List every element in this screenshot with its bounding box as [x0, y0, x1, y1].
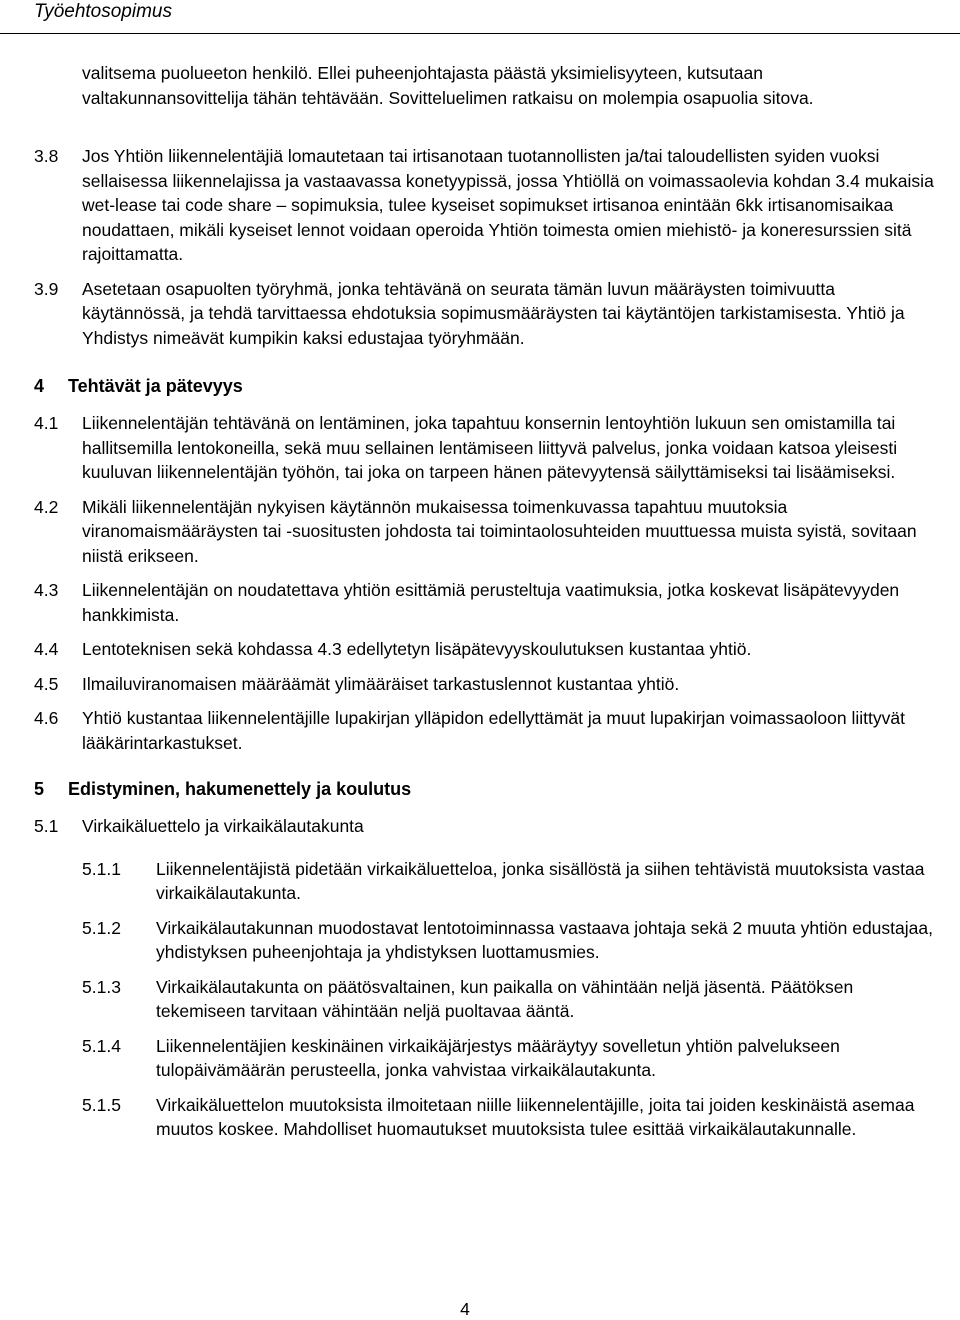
clause-text: Liikennelentäjien keskinäinen virkaikäjärjestys määräytyy sovelletun yhtiön palvelukseen tulopäivämäärän perusteella, jonka vahvistaa virkaikälautakunta.: [156, 1035, 840, 1080]
page-number: 4: [460, 1299, 470, 1319]
clause-4-6: [34, 706, 934, 755]
clause-number: 5.1: [34, 816, 59, 836]
clause-number: 3.9: [34, 278, 59, 299]
clause-3-8: [34, 144, 934, 267]
clause-number: 4.1: [34, 413, 59, 433]
clause-text: Yhtiö kustantaa liikennelentäjille lupakirjan ylläpidon edellyttämät ja muut lupakirjan voimassaoloon liittyvät lääkärintarkastukset.: [82, 708, 905, 753]
clause-text: Jos Yhtiön liikennelentäjiä lomautetaan tai irtisanotaan tuotannollisten ja/tai taloudellisten syiden vuoksi sellaisessa liikennelajissa ja vastaavassa konetyypissä, jossa Yhtiöllä on voimassaolevia kohdan 3.4 mukaisia wet-lease tai code share – sopimuksia, tulee kyseiset sopimukset irtisanoa enintään 6kk irtisanomisaikaa noudattaen, mikäli kyseiset lennot voidaan operoida Yhtiön toimesta omien miehistö- ja koneresurssien sitä rajoittamatta.: [82, 146, 934, 264]
clause-text: Virkaikäluettelon muutoksista ilmoitetaan niille liikennelentäjille, joita tai joiden keskinäistä asemaa muutos koskee. Mahdolliset huomautukset muutoksista tulee esittää virkaikälautakunnalle.: [156, 1094, 915, 1139]
section-title: Tehtävät ja pätevyys: [68, 376, 243, 396]
section-title: Edistyminen, hakumenettely ja koulutus: [68, 779, 412, 799]
section-number: 5: [34, 779, 45, 799]
section-heading-5: [34, 777, 934, 801]
clause-5-1-2: [82, 916, 934, 965]
clause-number: 4.4: [34, 639, 59, 659]
clause-number: 3.8: [34, 146, 59, 166]
clause-4-3: [34, 578, 934, 627]
clause-text: Virkaikälautakunta on päätösvaltainen, kun paikalla on vähintään neljä jäsentä. Päätöksen tekemiseen tarvitaan vähintään neljä puoltavaa ääntä.: [156, 976, 854, 1021]
clause-text: Virkaikälautakunnan muodostavat lentotoiminnassa vastaava johtaja sekä 2 muuta yhtiön edustajaa, yhdistyksen puheenjohtaja ja yhdistyksen luottamusmies.: [156, 917, 933, 962]
clause-number: 5.1.3: [82, 976, 121, 997]
clause-number: 4.6: [34, 708, 59, 728]
clause-text: Mikäli liikennelentäjän nykyisen käytännön mukaisessa toimenkuvassa tapahtuu muutoksia viranomaismääräysten tai -suositusten johdosta tai toimintaolosuhteiden muuttuessa muista syistä, sovitaan niistä erikseen.: [82, 496, 917, 566]
clause-text: Liikennelentäjän on noudatettava yhtiön esittämiä perusteltuja vaatimuksia, jotka koskevat lisäpätevyyden hankkimista.: [82, 580, 900, 625]
clause-5-1-1: [82, 857, 934, 906]
clause-number: 4.5: [34, 673, 59, 694]
document-header-title: Työehtosopimus: [34, 1, 172, 22]
clause-text: Asetetaan osapuolten työryhmä, jonka tehtävänä on seurata tämän luvun määräysten toimivuutta käytännössä, ja tehdä tarvittaessa ehdotuksia sopimusmääräysten tai käytäntöjen tarkistamisesta. Yhtiö ja Yhdistys nimeävät kumpikin kaksi edustajaa työryhmään.: [82, 278, 905, 348]
clause-5-1-3: [82, 975, 934, 1024]
clause-text: Lentoteknisen sekä kohdassa 4.3 edellytetyn lisäpätevyyskoulutuksen kustantaa yhtiö.: [82, 639, 752, 659]
clause-number: 5.1.5: [82, 1094, 121, 1115]
clause-number: 4.3: [34, 580, 59, 600]
clause-number: 4.2: [34, 496, 59, 517]
clause-3-9: [34, 277, 934, 351]
clause-4-2: [34, 495, 934, 569]
clause-text: Ilmailuviranomaisen määräämät ylimääräiset tarkastuslennot kustantaa yhtiö.: [82, 673, 680, 694]
clause-4-1: [34, 411, 934, 485]
clause-number: 5.1.1: [82, 858, 121, 879]
continued-paragraph: valitsema puolueeton henkilö. Ellei puheenjohtajasta päästä yksimielisyyteen, kutsutaan valtakunnansovittelija tähän tehtävään. Sovitteluelimen ratkaisu on molempia osapuolia sitova.: [82, 63, 814, 108]
clause-text: Liikennelentäjistä pidetään virkaikäluetteloa, jonka sisällöstä ja siihen tehtävistä muutoksista vastaa virkaikälautakunta.: [156, 858, 925, 903]
header-divider: [0, 33, 960, 34]
section-heading-4: [34, 374, 934, 398]
subsection-title: Virkaikäluettelo ja virkaikälautakunta: [82, 816, 364, 836]
clause-number: 5.1.2: [82, 917, 121, 938]
clause-text: Liikennelentäjän tehtävänä on lentäminen, joka tapahtuu konsernin lentoyhtiön lukuun sen omistamilla tai hallitsemilla lentokoneilla, sekä muu sellainen lentämiseen liittyvä palvelus, jonka voidaan katsoa yleisesti kuuluvan liikennelentäjän työhön, tai joka on tarpeen hänen pätevyytensä säilyttämiseksi tai lisäämiseksi.: [82, 413, 898, 482]
clause-5-1-5: [82, 1093, 934, 1142]
section-number: 4: [34, 376, 45, 396]
clause-4-4: [34, 637, 934, 662]
clause-number: 5.1.4: [82, 1035, 121, 1056]
document-body: [34, 61, 934, 1152]
subsection-5-1: [34, 814, 934, 839]
clause-4-5: [34, 672, 934, 697]
clause-5-1-4: [82, 1034, 934, 1083]
